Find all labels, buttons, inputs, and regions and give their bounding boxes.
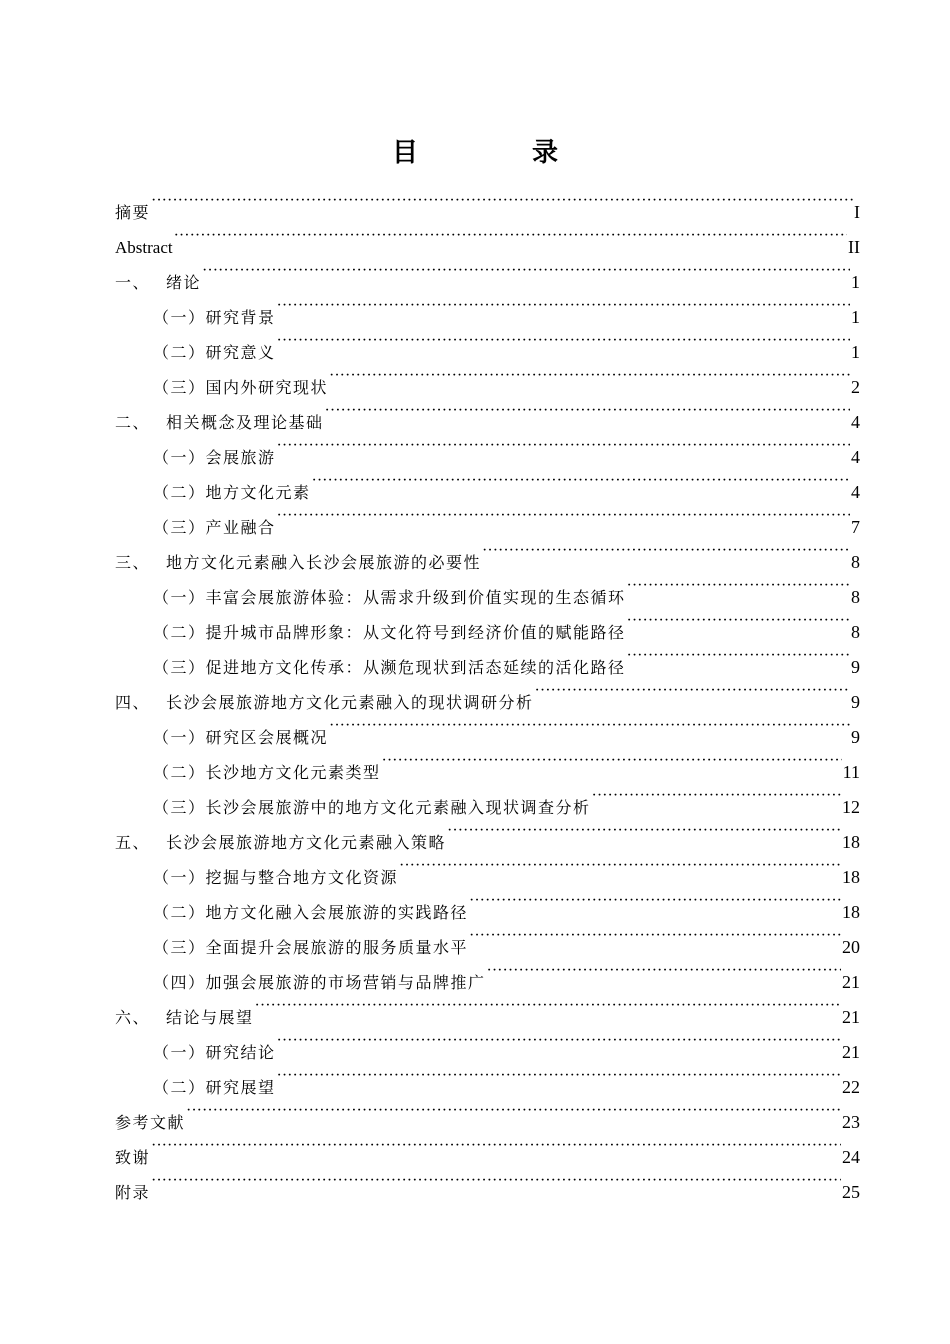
- toc-entry-page-number: 23: [842, 1112, 860, 1132]
- toc-entry-label: [153, 615, 626, 650]
- toc-entry[interactable]: [115, 1093, 860, 1132]
- dot-leader: [151, 1128, 841, 1163]
- toc-entry-title: （三）全面提升会展旅游的服务质量水平: [153, 938, 469, 957]
- toc-entry-page-number: 4: [851, 412, 860, 432]
- dot-leader: [277, 428, 850, 463]
- toc-entry-page-number: 18: [842, 867, 860, 887]
- toc-entry-title: 附录: [115, 1183, 151, 1202]
- toc-entry-title: （二）地方文化元素: [153, 483, 311, 502]
- toc-entry-page-number: 8: [851, 622, 860, 642]
- toc-entry-title: （二）地方文化融入会展旅游的实践路径: [153, 903, 469, 922]
- toc-entry-label: [153, 510, 276, 545]
- toc-entry-page-number: 9: [851, 657, 860, 677]
- toc-entry-title: （一）挖掘与整合地方文化资源: [153, 868, 399, 887]
- dot-leader: [592, 778, 841, 813]
- toc-entry-label: [115, 230, 173, 265]
- dot-leader: [627, 568, 850, 603]
- toc-entry-title: （一）研究区会展概况: [153, 728, 329, 747]
- toc-entry-page-number: 20: [842, 937, 860, 957]
- toc-entry[interactable]: [115, 183, 860, 222]
- toc-entry-label: [115, 1000, 254, 1035]
- toc-title: 目 录: [391, 138, 602, 168]
- toc-entry-page-number: 1: [851, 307, 860, 327]
- toc-entry-page-number: 7: [851, 517, 860, 537]
- dot-leader: [151, 183, 853, 218]
- toc-entry-page-number: 25: [842, 1182, 860, 1202]
- toc-entry-label: [153, 755, 381, 790]
- toc-entry-title: 摘要: [115, 203, 151, 222]
- toc-entry-label: [153, 930, 468, 965]
- dot-leader: [255, 988, 841, 1023]
- toc-entry-title: （二）提升城市品牌形象：从文化符号到经济价值的赋能路径: [153, 623, 626, 642]
- toc-entry-label: [153, 860, 398, 895]
- toc-entry-page-number: 8: [851, 552, 860, 572]
- toc-entry-page-number: 24: [842, 1147, 860, 1167]
- toc-entry-number: 四、: [115, 693, 151, 712]
- toc-entry-page-number: 4: [851, 482, 860, 502]
- dot-leader: [174, 218, 847, 253]
- dot-leader: [151, 1163, 841, 1198]
- toc-entry-title: （一）研究结论: [153, 1043, 276, 1062]
- toc-entry-label: [115, 1140, 150, 1175]
- toc-entry-title: 绪论: [166, 273, 202, 292]
- toc-entry-page-number: 21: [842, 1007, 860, 1027]
- toc-entry-title: （三）促进地方文化传承：从濒危现状到活态延续的活化路径: [153, 658, 626, 677]
- dot-leader: [202, 253, 850, 288]
- toc-entry-page-number: 2: [851, 377, 860, 397]
- toc-entry-number: 一、: [115, 273, 151, 292]
- toc-entry-title: （一）会展旅游: [153, 448, 276, 467]
- dot-leader: [186, 1093, 841, 1128]
- dot-leader: [277, 1058, 841, 1093]
- toc-entry-page-number: 12: [842, 797, 860, 817]
- toc-entry-title: （一）丰富会展旅游体验：从需求升级到价值实现的生态循环: [153, 588, 626, 607]
- toc-entry-number: 五、: [115, 833, 151, 852]
- toc-entry-page-number: 4: [851, 447, 860, 467]
- toc-entry-label: [115, 825, 446, 860]
- toc-entry-page-number: 21: [842, 1042, 860, 1062]
- toc-entry-title: 地方文化元素融入长沙会展旅游的必要性: [166, 553, 482, 572]
- toc-entry-page-number: 21: [842, 972, 860, 992]
- dot-leader: [469, 883, 841, 918]
- dot-leader: [447, 813, 841, 848]
- toc-entry-title: （二）长沙地方文化元素类型: [153, 763, 381, 782]
- toc-entry-title: Abstract: [115, 238, 173, 257]
- toc-entry-page-number: 18: [842, 832, 860, 852]
- toc-entry-title: （三）产业融合: [153, 518, 276, 537]
- toc-entry-label: [115, 1175, 150, 1210]
- toc-entry-page-number: II: [848, 237, 860, 257]
- dot-leader: [627, 603, 850, 638]
- dot-leader: [312, 463, 850, 498]
- toc-entry-title: 结论与展望: [166, 1008, 254, 1027]
- toc-entry-label: [153, 370, 328, 405]
- dot-leader: [382, 743, 842, 778]
- toc-entry-title: （三）国内外研究现状: [153, 378, 329, 397]
- toc-entry-title: （四）加强会展旅游的市场营销与品牌推广: [153, 973, 486, 992]
- toc-entry[interactable]: [115, 218, 860, 257]
- toc-entry-title: 相关概念及理论基础: [166, 413, 324, 432]
- toc-entry-title: （二）研究意义: [153, 343, 276, 362]
- dot-leader: [535, 673, 850, 708]
- toc-entry-page-number: 9: [851, 727, 860, 747]
- dot-leader: [277, 498, 850, 533]
- toc-entry-page-number: 11: [842, 762, 860, 782]
- dot-leader: [469, 918, 841, 953]
- toc-entry-number: 六、: [115, 1008, 151, 1027]
- toc-entry-label: [153, 895, 468, 930]
- dot-leader: [482, 533, 850, 568]
- toc-entry[interactable]: [115, 1128, 860, 1167]
- toc-entry-label: [115, 265, 201, 300]
- toc-entry-number: 三、: [115, 553, 151, 572]
- toc-entry[interactable]: [115, 253, 860, 292]
- toc-entry-title: （二）研究展望: [153, 1078, 276, 1097]
- dot-leader: [329, 358, 850, 393]
- toc-entry[interactable]: [115, 288, 860, 327]
- toc-entry-label: [153, 440, 276, 475]
- toc-entry-page-number: 18: [842, 902, 860, 922]
- dot-leader: [627, 638, 850, 673]
- toc-entry-label: [153, 580, 626, 615]
- dot-leader: [399, 848, 841, 883]
- toc-entry-label: [115, 195, 150, 230]
- dot-leader: [487, 953, 841, 988]
- dot-leader: [277, 288, 850, 323]
- toc-entry-title: （一）研究背景: [153, 308, 276, 327]
- toc-entry-title: 参考文献: [115, 1113, 186, 1132]
- toc-entry-title: 长沙会展旅游地方文化元素融入的现状调研分析: [166, 693, 534, 712]
- dot-leader: [277, 323, 850, 358]
- toc-entry-title: 长沙会展旅游地方文化元素融入策略: [166, 833, 447, 852]
- toc-entry-page-number: 8: [851, 587, 860, 607]
- toc-entry-label: [153, 1035, 276, 1070]
- toc-entry-page-number: 1: [851, 272, 860, 292]
- toc-entry-label: [153, 335, 276, 370]
- dot-leader: [325, 393, 850, 428]
- toc-entry-page-number: 1: [851, 342, 860, 362]
- toc-entry-title: 致谢: [115, 1148, 151, 1167]
- toc-entry-label: [153, 300, 276, 335]
- toc-entry-page-number: I: [854, 202, 860, 222]
- dot-leader: [277, 1023, 841, 1058]
- toc-entry-label: [153, 720, 328, 755]
- toc-entry[interactable]: [115, 1163, 860, 1202]
- toc-list: [115, 183, 860, 1202]
- toc-entry-page-number: 22: [842, 1077, 860, 1097]
- toc-entry-page-number: 9: [851, 692, 860, 712]
- toc-entry-number: 二、: [115, 413, 151, 432]
- dot-leader: [329, 708, 850, 743]
- toc-entry-label: [115, 545, 481, 580]
- toc-entry-title: （三）长沙会展旅游中的地方文化元素融入现状调查分析: [153, 798, 591, 817]
